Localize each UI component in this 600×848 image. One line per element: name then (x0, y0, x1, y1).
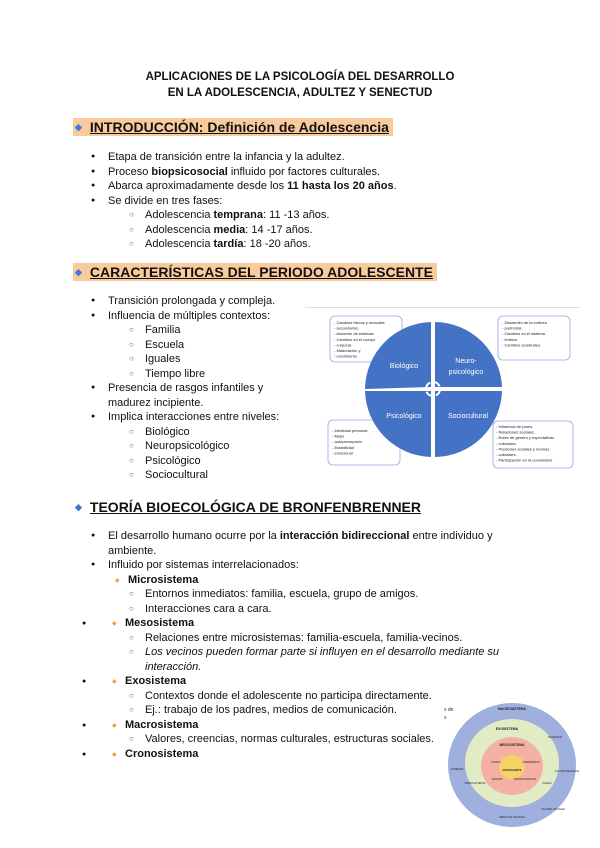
box-text: - prefrontal. (502, 325, 523, 331)
eco-label: VECINOS (491, 778, 503, 781)
box-text: - culturales. (496, 452, 517, 457)
eco-label: IGLESIA (542, 782, 552, 785)
box-text: - Identidad personal (332, 428, 368, 433)
list-item: ● Transición prolongada y compleja. (108, 294, 275, 308)
box-text: - Relaciones sociales. (496, 429, 535, 435)
box-text: - límbico. (502, 336, 519, 342)
list-item: ● Abarca aproximadamente desde los 11 hasta los 20 años. (108, 179, 397, 193)
list-item: ● Implica interacciones entre niveles: (108, 410, 279, 424)
sub-list-item: ○ Valores, creencias, normas culturales, estructuras sociales. (145, 732, 434, 746)
system-heading: ◆ Cronosistema ● (125, 747, 198, 761)
label-psicologico: Psicológico (386, 413, 422, 420)
box-text: - Presiones sociales y normas (496, 446, 550, 452)
diamond-bullet-icon: ◆ (75, 502, 82, 512)
box-text: - corporal. (334, 342, 353, 348)
box-text: - autopercepción (332, 439, 362, 445)
eco-label: CULTURA RELIGIOSA (554, 770, 580, 773)
box-text: - emocional (332, 450, 353, 456)
heading-introduccion (73, 118, 393, 136)
doc-title-line-1: APLICACIONES DE LA PSICOLOGÍA DEL DESARROLLO (145, 71, 455, 83)
list-item: ambiente. (108, 544, 157, 557)
diamond-bullet-icon: ◆ (75, 267, 82, 277)
box-text: - Maduración y (334, 348, 361, 353)
bullet-icon: ● (82, 750, 87, 758)
list-item: ○ Iguales (145, 352, 180, 366)
sub-list-item: interacción. (145, 660, 202, 673)
list-item: ○ Familia (145, 323, 180, 337)
list-item: ● Influido por sistemas interrelacionados: (108, 558, 299, 572)
system-heading: ◆ Macrosistema ● (125, 718, 198, 732)
bullet-icon: ● (82, 721, 87, 729)
box-text: - Cambios físicos y sexuales (334, 320, 385, 325)
box-text: - Influencia de pares. (496, 424, 534, 429)
eco-label: COMPAÑEROS (522, 761, 540, 764)
list-item: ● Presencia de rasgos infantiles y (108, 381, 263, 395)
sub-list-item: ○ Contextos donde el adolescente no participa directamente. (145, 689, 432, 703)
sub-list-item: ○ Relaciones entre microsistemas: familia-escuela, familia-vecinos. (145, 631, 462, 645)
sub-list-item: ○ Adolescencia temprana: 11 -13 años. (145, 208, 329, 222)
box-text: - culturales. (496, 440, 517, 446)
label-neuro: Neuro- (455, 358, 477, 365)
divider (305, 307, 580, 308)
box-text: - Mejor (332, 433, 345, 439)
label-sociocultural: Sociocultural (447, 413, 489, 420)
eco-label: VALORES SOCIALES (541, 808, 565, 811)
eco-label: SERVICIOS SOCIALES (499, 816, 525, 819)
sub-list-item: ○ Entornos inmediatos: familia, escuela, grupo de amigos. (145, 587, 418, 601)
system-heading: ◆ Mesosistema ● (125, 616, 194, 630)
system-heading: ◆ Exosistema ● (125, 674, 186, 688)
cycle-arrows-icon (426, 382, 440, 396)
system-heading: ◆ Microsistema (128, 573, 198, 587)
box-text: - secundarios. (334, 325, 360, 331)
box-text: - Desarrollo de la corteza (502, 320, 547, 325)
bullet-icon: ● (82, 620, 87, 627)
sub-list-item: ○ Interacciones cara a cara. (145, 602, 272, 616)
list-item: ○ Sociocultural (145, 468, 208, 482)
heading-caracteristicas (73, 263, 437, 281)
ring-center (499, 755, 525, 779)
eco-label: EXOSISTEMA (495, 727, 519, 731)
heading-bronfenbrenner (73, 498, 425, 516)
eco-label: TELEVISIÓN (547, 736, 563, 739)
list-item: ○ Psicológico (145, 454, 201, 468)
adolescence-levels-diagram (320, 310, 580, 470)
heading-text: CARACTERÍSTICAS DEL PERIODO ADOLESCENTE (89, 264, 433, 280)
box-text: - Participación en la comunidad. (496, 457, 553, 463)
list-item: ○ Tiempo libre (145, 367, 205, 381)
list-item: ○ Biológico (145, 425, 190, 439)
box-text: - crecimiento. (334, 353, 359, 359)
list-item: madurez incipiente. (108, 396, 204, 409)
eco-label: MACROSISTEMA (498, 707, 526, 711)
doc-title-line-2: EN LA ADOLESCENCIA, ADULTEZ Y SENECTUD (167, 87, 433, 99)
bullet-icon: ● (82, 678, 87, 685)
eco-label: ADOLESCENTE (502, 769, 522, 772)
box-text: - Roles de género y expectativas (496, 435, 555, 441)
eco-label: CENTRO ESCOLAR (513, 778, 537, 781)
label-biologico: Biológico (389, 363, 419, 370)
list-item: ● Se divide en tres fases: (108, 194, 222, 208)
eco-label: GOBIERNO (450, 768, 464, 771)
sub-list-item: ○ Los vecinos pueden formar parte si influyen en el desarrollo mediante su (145, 645, 499, 659)
list-item: ● El desarrollo humano ocurre por la interacción bidireccional entre individuo y (108, 529, 493, 543)
levels-circle (365, 322, 502, 457)
sub-list-item: ○ Adolescencia tardía: 18 -20 años. (145, 237, 311, 251)
quadrant-neuro (435, 322, 502, 387)
fragment-2: s (444, 715, 447, 721)
list-item: ○ Neuropsicológico (145, 439, 229, 453)
heading-text: TEORÍA BIOECOLÓGICA DE BRONFENBRENNER (89, 499, 422, 515)
diamond-bullet-icon: ◆ (75, 122, 82, 132)
box-text: - Cambios en el sistema (502, 331, 545, 337)
bronfenbrenner-diagram (445, 700, 580, 830)
box-text: - Cambios en el cuerpo (334, 336, 376, 342)
quadrant-sociocultural (435, 391, 502, 457)
list-item: ● Etapa de transición entre la infancia y la adultez. (108, 150, 345, 164)
box-text: - Cambios cerebrales. (502, 342, 542, 348)
eco-label: FAMILIA (491, 761, 501, 764)
sub-list-item: ○ Adolescencia media: 14 -17 años. (145, 223, 313, 237)
fragment-1: s de (444, 707, 454, 713)
list-item: ● Influencia de múltiples contextos: (108, 309, 270, 323)
label-neuro-2: psicológico (448, 369, 484, 376)
eco-label: FAMILIA EXTENSA (464, 782, 486, 785)
list-item: ● Proceso biopsicosocial influido por factores culturales. (108, 165, 380, 179)
list-item: ○ Escuela (145, 338, 184, 352)
sub-list-item: ○ Ej.: trabajo de los padres, medios de comunicación. (145, 703, 397, 717)
eco-label: MESOSISTEMA (499, 743, 525, 747)
heading-text: INTRODUCCIÓN: Definición de Adolescencia (89, 119, 389, 135)
box-text: - Estabilidad (332, 444, 355, 450)
box-text: - Aumento de estatura. (334, 331, 375, 337)
